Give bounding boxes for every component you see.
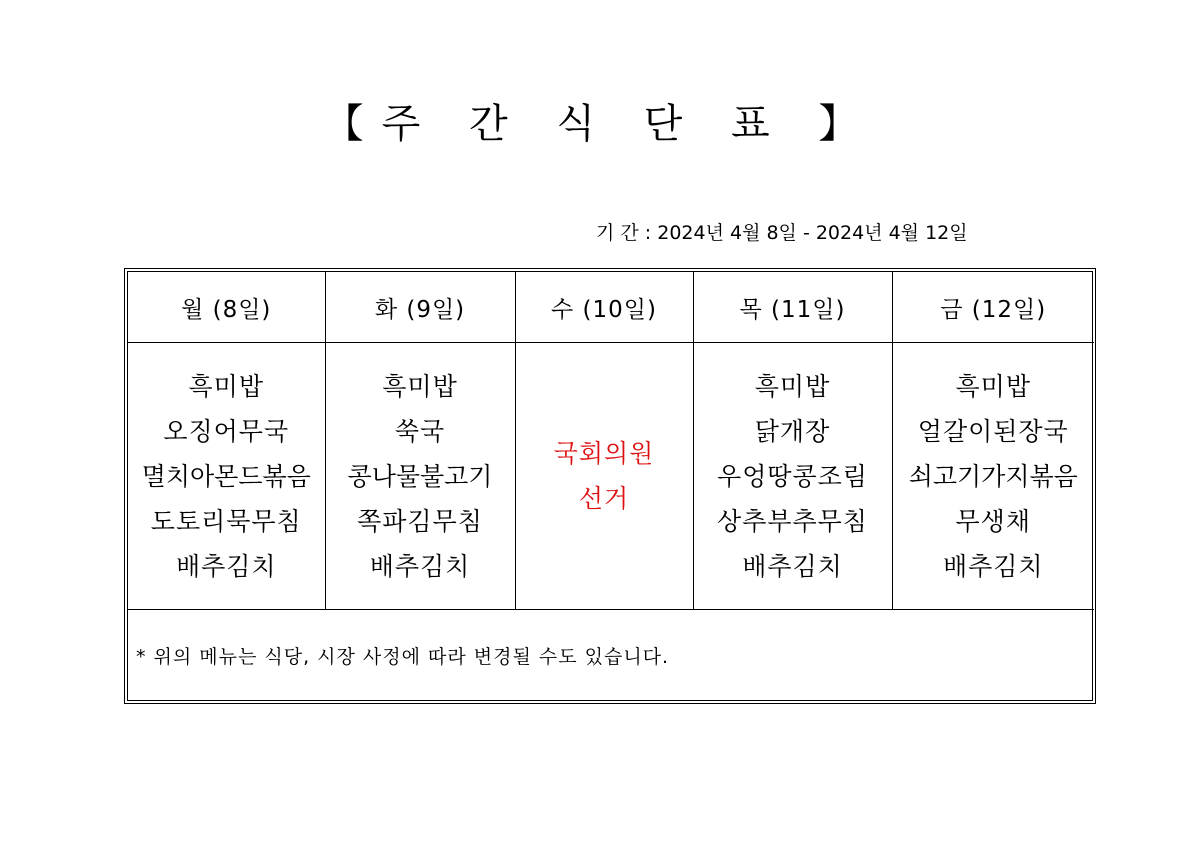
- weekly-menu-table: [128, 272, 1094, 610]
- holiday-label-line-1: 국회의원: [553, 439, 655, 468]
- menu-cell-thu: [693, 343, 892, 610]
- dish-tue-2: 쑥국: [394, 416, 446, 446]
- menu-cell-tue: [325, 343, 515, 610]
- day-header-fri: 금 (12일): [892, 272, 1094, 343]
- dish-fri-2: 얼갈이된장국: [917, 416, 1069, 446]
- dish-thu-2: 닭개장: [754, 416, 831, 446]
- dish-fri-3: 쇠고기가지볶음: [908, 461, 1078, 491]
- menu-table-inner-frame: [127, 271, 1093, 701]
- dish-mon-1: 흑미밥: [188, 371, 264, 401]
- day-header-row: [128, 272, 1094, 343]
- dish-tue-4: 쪽파김무침: [357, 506, 483, 536]
- menu-table-frame: [124, 268, 1096, 704]
- dish-mon-4: 도토리묵무침: [150, 506, 302, 536]
- holiday-label-line-2: 선거: [578, 484, 630, 513]
- dish-thu-4: 상추부추무침: [717, 506, 868, 536]
- menu-cell-fri: [892, 343, 1094, 610]
- menu-period: 기 간 : 2024년 4월 8일 - 2024년 4월 12일: [596, 222, 968, 244]
- menu-change-notice: * 위의 메뉴는 식당, 시장 사정에 따라 변경될 수도 있습니다.: [136, 646, 670, 668]
- dish-thu-1: 흑미밥: [754, 371, 831, 401]
- dish-tue-1: 흑미밥: [382, 371, 458, 401]
- dish-fri-1: 흑미밥: [955, 371, 1031, 401]
- menu-cell-mon: [128, 343, 325, 610]
- menu-row: [128, 343, 1094, 610]
- menu-cell-wed: [515, 343, 693, 610]
- dish-tue-5: 배추김치: [369, 551, 471, 581]
- dish-mon-5: 배추김치: [175, 551, 277, 581]
- day-header-wed: 수 (10일): [515, 272, 693, 343]
- dish-fri-5: 배추김치: [942, 551, 1044, 581]
- day-header-thu: 목 (11일): [693, 272, 892, 343]
- day-header-tue: 화 (9일): [325, 272, 515, 343]
- page-title: 【주 간 식 단 표 】: [323, 101, 877, 147]
- dish-mon-2: 오징어무국: [163, 416, 290, 446]
- dish-thu-3: 우엉땅콩조림: [717, 461, 868, 491]
- dish-tue-3: 콩나물불고기: [347, 461, 493, 491]
- dish-mon-3: 멸치아몬드볶음: [141, 461, 311, 491]
- dish-thu-5: 배추김치: [742, 551, 843, 581]
- day-header-mon: 월 (8일): [128, 272, 325, 343]
- dish-fri-4: 무생채: [955, 506, 1031, 536]
